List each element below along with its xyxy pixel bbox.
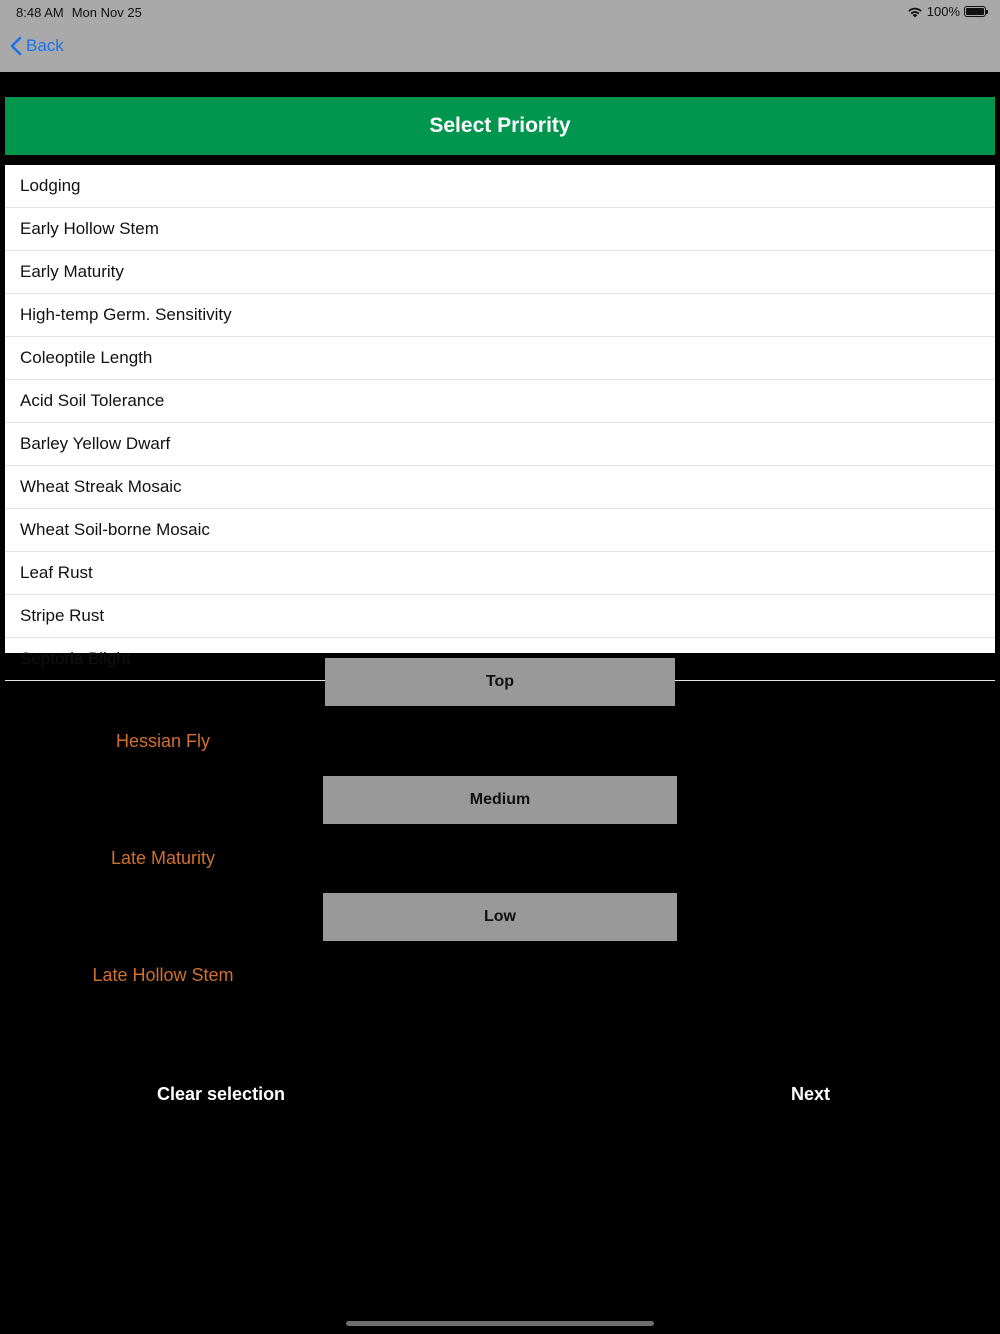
- medium-priority-value: Late Maturity: [110, 848, 216, 868]
- modal-title: Select Priority: [5, 97, 995, 155]
- list-item[interactable]: Barley Yellow Dwarf: [5, 423, 995, 466]
- list-item[interactable]: Stripe Rust: [5, 595, 995, 638]
- priority-options-list[interactable]: [5, 165, 995, 668]
- status-date: Mon Nov 25: [71, 5, 142, 20]
- list-item[interactable]: Leaf Rust: [5, 552, 995, 595]
- status-time: [16, 5, 142, 20]
- top-priority-button[interactable]: Top: [325, 658, 675, 706]
- back-button[interactable]: [10, 36, 64, 56]
- status-indicators: [907, 4, 986, 19]
- battery-percent: 100%: [926, 4, 960, 19]
- list-item[interactable]: High-temp Germ. Sensitivity: [5, 294, 995, 337]
- next-button[interactable]: Next: [791, 1084, 831, 1104]
- status-time-text: 8:48 AM: [16, 5, 64, 20]
- battery-icon: [964, 6, 986, 17]
- list-item[interactable]: Wheat Soil-borne Mosaic: [5, 509, 995, 552]
- back-label: Back: [26, 36, 64, 55]
- list-item[interactable]: Coleoptile Length: [5, 337, 995, 380]
- home-indicator[interactable]: [346, 1321, 654, 1326]
- top-bar: [0, 0, 1000, 72]
- clear-selection-button[interactable]: Clear selection: [157, 1084, 286, 1104]
- list-item[interactable]: Wheat Streak Mosaic: [5, 466, 995, 509]
- wifi-icon: [907, 6, 923, 18]
- list-item[interactable]: Early Maturity: [5, 251, 995, 294]
- list-item[interactable]: Early Hollow Stem: [5, 208, 995, 251]
- top-priority-value: Hessian Fly: [115, 731, 211, 751]
- list-item[interactable]: Lodging: [5, 165, 995, 208]
- medium-priority-button[interactable]: Medium: [323, 776, 677, 824]
- list-item[interactable]: Acid Soil Tolerance: [5, 380, 995, 423]
- low-priority-value: Late Hollow Stem: [92, 965, 234, 985]
- low-priority-button[interactable]: Low: [323, 893, 677, 941]
- list-item[interactable]: Septoria Blight: [5, 638, 995, 681]
- chevron-left-icon: [10, 36, 22, 56]
